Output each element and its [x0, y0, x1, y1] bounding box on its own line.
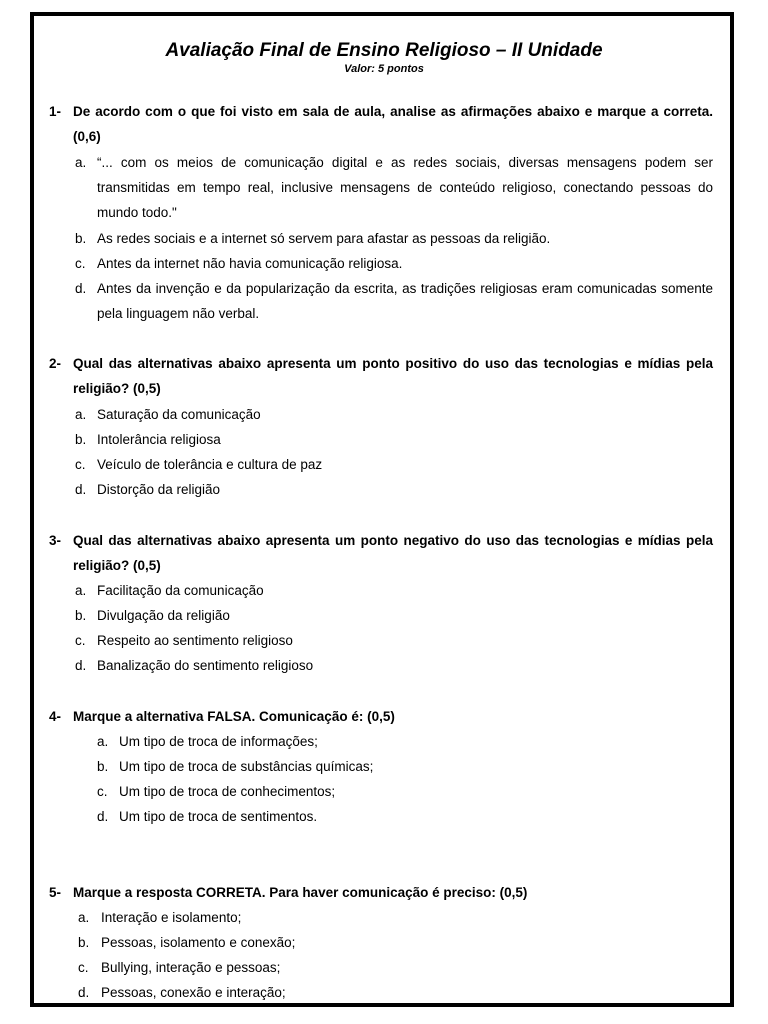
- option-4a[interactable]: [97, 729, 713, 754]
- question-text: Marque a resposta CORRETA. Para haver comunicação é preciso: (0,5): [73, 885, 528, 900]
- option-text: Respeito ao sentimento religioso: [97, 633, 293, 648]
- option-5d[interactable]: [78, 980, 713, 1005]
- option-3a[interactable]: [75, 578, 713, 603]
- option-5b[interactable]: [78, 930, 713, 955]
- option-letter: a.: [75, 407, 87, 422]
- question-1: [49, 99, 713, 149]
- document-title: Avaliação Final de Ensino Religioso – II Unidade: [165, 40, 603, 61]
- option-text: Intolerância religiosa: [97, 432, 221, 447]
- option-letter: a.: [97, 734, 109, 749]
- option-3c[interactable]: [75, 628, 713, 653]
- option-text: Bullying, interação e pessoas;: [101, 960, 281, 975]
- option-letter: c.: [75, 256, 86, 271]
- option-text: Veículo de tolerância e cultura de paz: [97, 457, 323, 472]
- option-letter: d.: [75, 281, 87, 296]
- question-text: De acordo com o que foi visto em sala de aula, analise as afirmações abaixo e marque a correta. (0,6): [73, 104, 713, 144]
- option-4d[interactable]: [97, 804, 713, 829]
- option-text: Um tipo de troca de substâncias químicas;: [119, 759, 374, 774]
- question-5: [49, 880, 713, 905]
- option-letter: b.: [75, 231, 87, 246]
- question-text: Qual das alternativas abaixo apresenta um ponto positivo do uso das tecnologias e mídias pela religião? (0,5): [73, 356, 713, 396]
- option-text: Pessoas, conexão e interação;: [101, 985, 286, 1000]
- option-letter: c.: [75, 633, 86, 648]
- option-3d[interactable]: [75, 653, 713, 678]
- document-subtitle: Valor: 5 pontos: [344, 63, 424, 75]
- option-text: Facilitação da comunicação: [97, 583, 264, 598]
- option-letter: a.: [78, 910, 90, 925]
- question-4: [49, 704, 713, 729]
- option-1a[interactable]: [75, 150, 713, 225]
- option-letter: d.: [75, 482, 87, 497]
- option-4b[interactable]: [97, 754, 713, 779]
- option-2c[interactable]: [75, 452, 713, 477]
- option-letter: a.: [75, 155, 87, 170]
- option-4c[interactable]: [97, 779, 713, 804]
- option-text: As redes sociais e a internet só servem para afastar as pessoas da religião.: [97, 231, 551, 246]
- option-2b[interactable]: [75, 427, 713, 452]
- option-text: Um tipo de troca de conhecimentos;: [119, 784, 336, 799]
- option-1d[interactable]: [75, 276, 713, 326]
- option-text: Um tipo de troca de informações;: [119, 734, 318, 749]
- option-text: Interação e isolamento;: [101, 910, 242, 925]
- option-1c[interactable]: [75, 251, 713, 276]
- question-number: 4-: [49, 709, 62, 724]
- question-3: [49, 528, 713, 578]
- option-letter: d.: [78, 985, 90, 1000]
- option-text: Antes da internet não havia comunicação religiosa.: [97, 256, 403, 271]
- question-number: 3-: [49, 533, 62, 548]
- option-text: Distorção da religião: [97, 482, 221, 497]
- option-2a[interactable]: [75, 402, 713, 427]
- option-letter: b.: [78, 935, 90, 950]
- option-text: “... com os meios de comunicação digital e as redes sociais, diversas mensagens podem ser transmitidas em tempo real, inclusive mensagens de conteúdo religioso, conectando pessoas do mundo todo.": [97, 155, 713, 220]
- option-letter: b.: [75, 432, 87, 447]
- option-letter: c.: [78, 960, 89, 975]
- question-2: [49, 351, 713, 401]
- option-3b[interactable]: [75, 603, 713, 628]
- option-letter: c.: [97, 784, 108, 799]
- question-text: Marque a alternativa FALSA. Comunicação é: (0,5): [73, 709, 395, 724]
- option-text: Antes da invenção e da popularização da escrita, as tradições religiosas eram comunicadas somente pela linguagem não verbal.: [97, 281, 713, 321]
- option-letter: b.: [97, 759, 109, 774]
- option-letter: a.: [75, 583, 87, 598]
- option-5c[interactable]: [78, 955, 713, 980]
- option-2d[interactable]: [75, 477, 713, 502]
- option-letter: d.: [75, 658, 87, 673]
- option-5a[interactable]: [78, 905, 713, 930]
- option-1b[interactable]: [75, 226, 713, 251]
- option-text: Saturação da comunicação: [97, 407, 261, 422]
- question-text: Qual das alternativas abaixo apresenta um ponto negativo do uso das tecnologias e mídias pela religião? (0,5): [73, 533, 713, 573]
- option-letter: c.: [75, 457, 86, 472]
- question-number: 2-: [49, 356, 62, 371]
- option-text: Banalização do sentimento religioso: [97, 658, 314, 673]
- question-number: 1-: [49, 104, 62, 119]
- option-letter: b.: [75, 608, 87, 623]
- option-text: Divulgação da religião: [97, 608, 230, 623]
- option-text: Pessoas, isolamento e conexão;: [101, 935, 296, 950]
- question-number: 5-: [49, 885, 62, 900]
- option-text: Um tipo de troca de sentimentos.: [119, 809, 318, 824]
- option-letter: d.: [97, 809, 109, 824]
